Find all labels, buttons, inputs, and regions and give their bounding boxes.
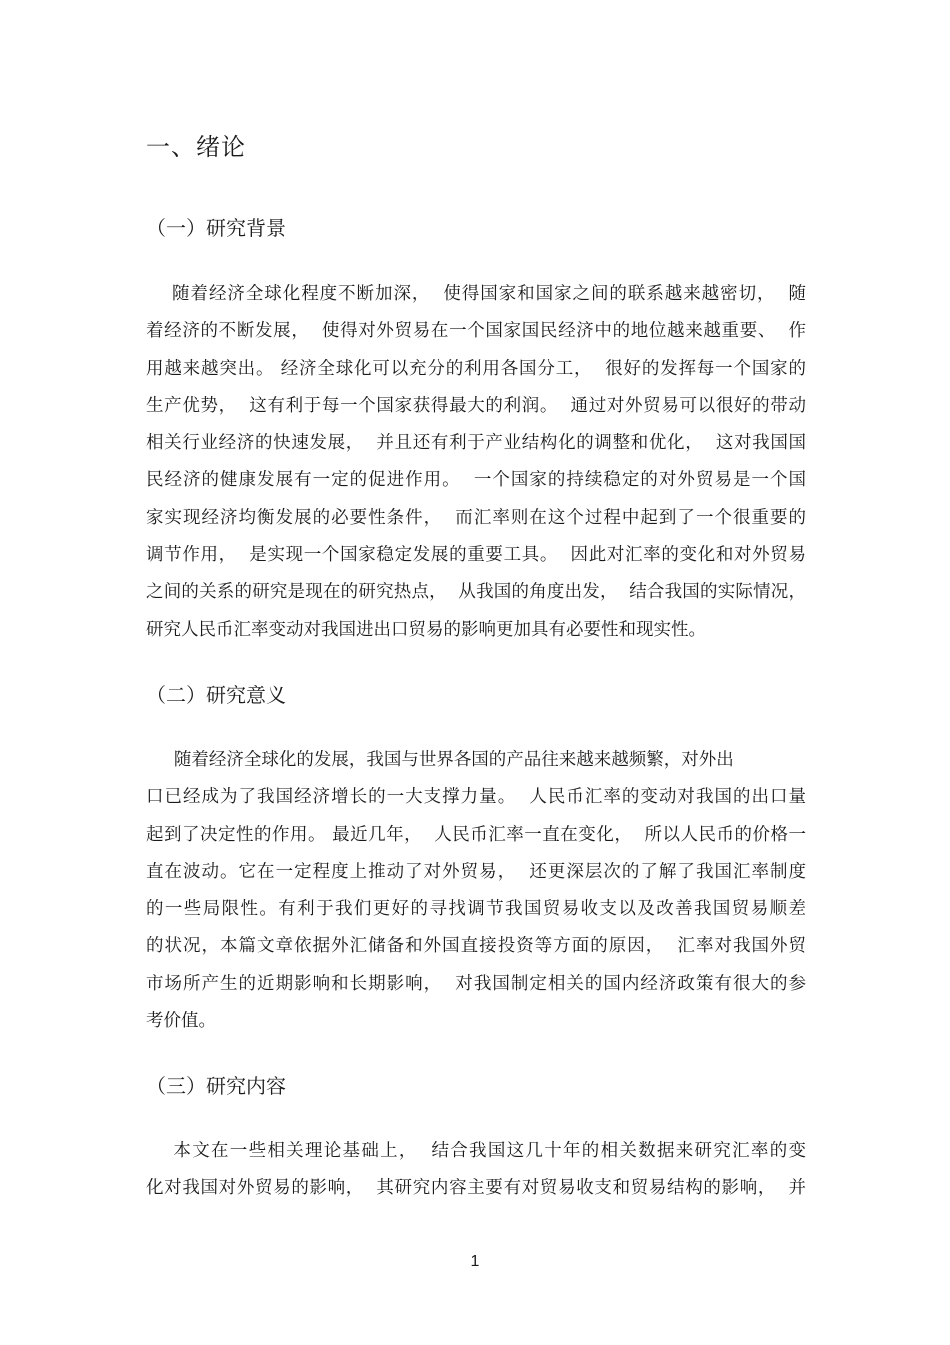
section-heading-significance: （二）研究意义 — [146, 683, 286, 707]
paragraph-line: 市场所产生的近期影响和长期影响， 对我国制定相关的国内经济政策有很大的参 — [146, 973, 806, 994]
paragraph-line: 用越来越突出。 经济全球化可以充分的利用各国分工， 很好的发挥每一个国家的 — [146, 358, 806, 379]
paragraph-line: 本文在一些相关理论基础上， 结合我国这几十年的相关数据来研究汇率的变 — [146, 1141, 806, 1161]
paragraph-line: 调节作用， 是实现一个国家稳定发展的重要工具。 因此对汇率的变化和对外贸易 — [146, 545, 806, 566]
paragraph-line: 相关行业经济的快速发展， 并且还有利于产业结构化的调整和优化， 这对我国国 — [146, 433, 806, 454]
paragraph-line: 家实现经济均衡发展的必要性条件， 而汇率则在这个过程中起到了一个很重要的 — [146, 507, 806, 528]
paragraph-line: 生产优势， 这有利于每一个国家获得最大的利润。 通过对外贸易可以很好的带动 — [146, 395, 806, 416]
paragraph-line: 着经济的不断发展， 使得对外贸易在一个国家国民经济中的地位越来越重要、 作 — [146, 321, 806, 342]
paragraph-line: 口已经成为了我国经济增长的一大支撑力量。 人民币汇率的变动对我国的出口量 — [146, 787, 806, 808]
paragraph-line: 之间的关系的研究是现在的研究热点， 从我国的角度出发， 结合我国的实际情况， — [146, 582, 806, 603]
paragraph-significance — [146, 742, 806, 1040]
paragraph-background — [146, 276, 806, 649]
paragraph-line: 的一些局限性。有利于我们更好的寻找调节我国贸易收支以及改善我国贸易顺差 — [146, 899, 806, 920]
paragraph-line: 随着经济全球化程度不断加深， 使得国家和国家之间的联系越来越密切， 随 — [146, 284, 806, 304]
paragraph-line: 的状况，本篇文章依据外汇储备和外国直接投资等方面的原因， 汇率对我国外贸 — [146, 936, 806, 957]
paragraph-line: 化对我国对外贸易的影响， 其研究内容主要有对贸易收支和贸易结构的影响， 并 — [146, 1178, 806, 1199]
section-heading-content: （三）研究内容 — [146, 1074, 286, 1098]
paragraph-line: 研究人民币汇率变动对我国进出口贸易的影响更加具有必要性和现实性。 — [146, 619, 706, 640]
page-number: 1 — [470, 1253, 480, 1270]
paragraph-line: 民经济的健康发展有一定的促进作用。 一个国家的持续稳定的对外贸易是一个国 — [146, 470, 806, 491]
chapter-title: 一、绪论 — [146, 133, 246, 161]
section-heading-background: （一）研究背景 — [146, 216, 286, 240]
paragraph-line: 直在波动。它在一定程度上推动了对外贸易， 还更深层次的了解了我国汇率制度 — [146, 861, 806, 882]
paragraph-line: 随着经济全球化的发展，我国与世界各国的产品往来越来越频繁，对外出 — [146, 750, 734, 770]
paragraph-content — [146, 1133, 806, 1208]
paragraph-line: 起到了决定性的作用。 最近几年， 人民币汇率一直在变化， 所以人民币的价格一 — [146, 824, 806, 845]
paragraph-line: 考价值。 — [146, 1011, 216, 1032]
